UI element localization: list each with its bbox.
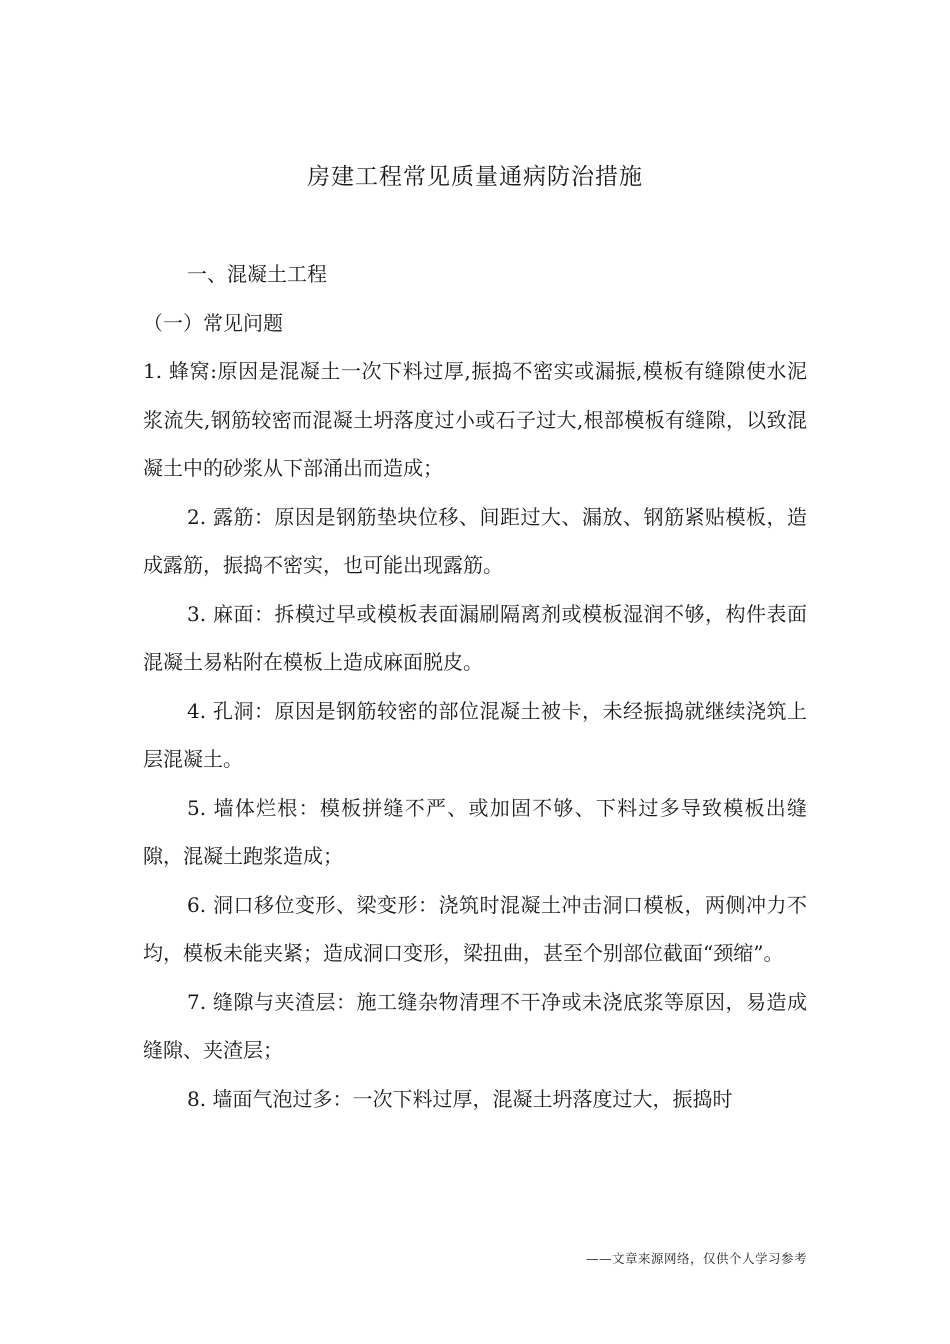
document-body <box>143 250 807 1123</box>
list-item: 6. 洞口移位变形、梁变形：浇筑时混凝土冲击洞口模板，两侧冲力不均，模板未能夹紧；造成洞口变形，梁扭曲，甚至个别部位截面“颈缩”。 <box>143 892 807 965</box>
footer-note: ——文章来源网络，仅供个人学习参考 <box>585 1251 807 1266</box>
document-title: 房建工程常见质量通病防治措施 <box>307 164 643 190</box>
list-item: 1. 蜂窝:原因是混凝土一次下料过厚,振捣不密实或漏振,模板有缝隙使水泥浆流失,钢筋较密而混凝土坍落度过小或石子过大,根部模板有缝隙，以致混凝土中的砂浆从下部涌出而造成； <box>143 359 807 480</box>
subsection-heading: （一）常见问题 <box>143 310 283 335</box>
section-heading: 一、混凝土工程 <box>187 262 327 286</box>
list-item: 2. 露筋：原因是钢筋垫块位移、间距过大、漏放、钢筋紧贴模板，造成露筋，振捣不密实，也可能出现露筋。 <box>143 504 807 577</box>
list-item: 5. 墙体烂根：模板拼缝不严、或加固不够、下料过多导致模板出缝隙，混凝土跑浆造成； <box>143 795 807 868</box>
list-item: 4. 孔洞：原因是钢筋较密的部位混凝土被卡，未经振捣就继续浇筑上层混凝土。 <box>143 698 807 771</box>
list-item: 8. 墙面气泡过多：一次下料过厚，混凝土坍落度过大，振捣时 <box>187 1086 733 1111</box>
list-item: 3. 麻面：拆模过早或模板表面漏刷隔离剂或模板湿润不够，构件表面混凝土易粘附在模板上造成麻面脱皮。 <box>143 601 807 674</box>
list-item: 7. 缝隙与夹渣层：施工缝杂物清理不干净或未浇底浆等原因，易造成缝隙、夹渣层； <box>143 989 807 1062</box>
